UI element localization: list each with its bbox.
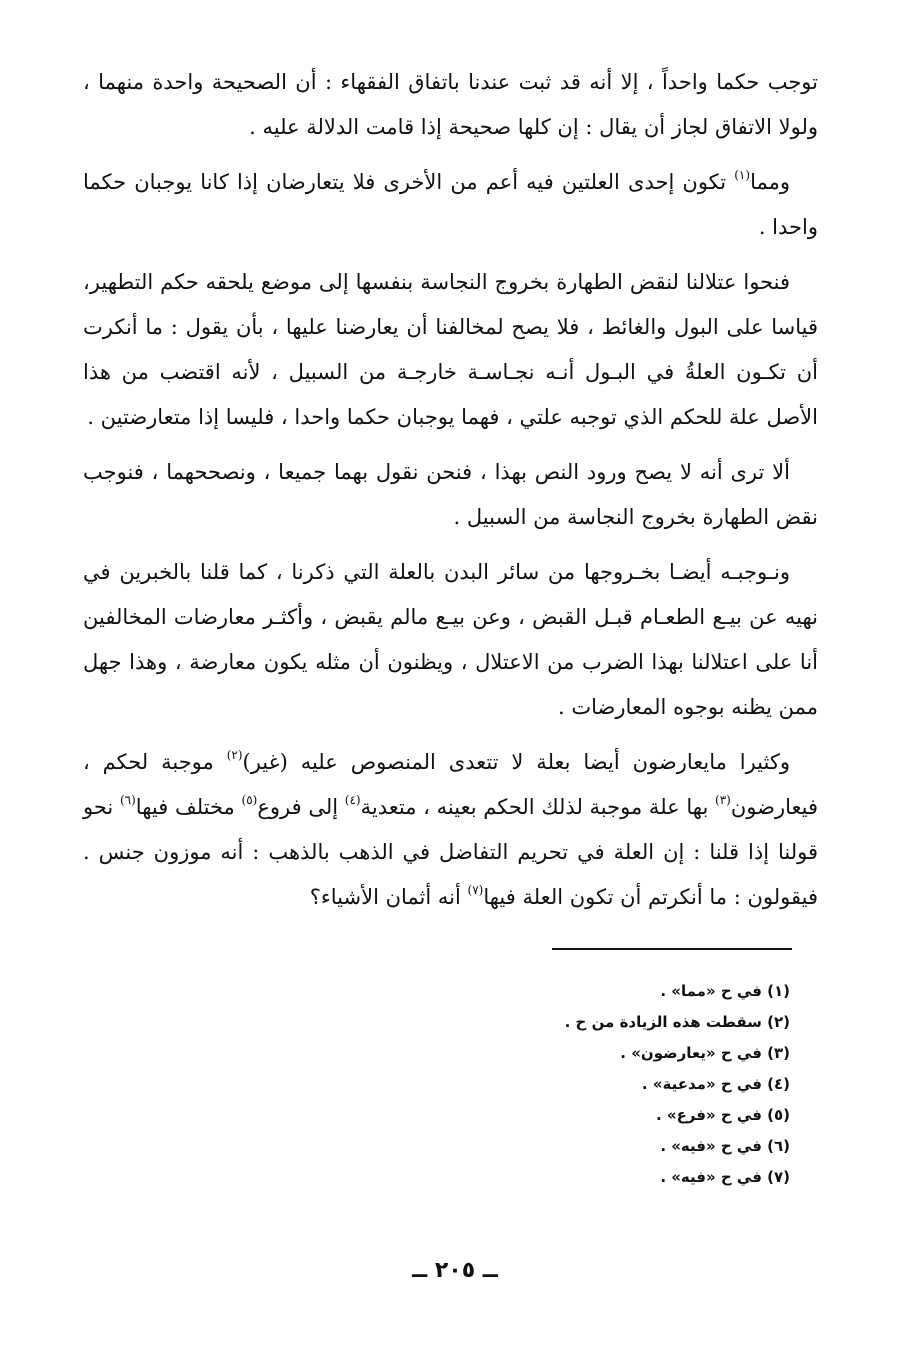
paragraph [83, 160, 818, 250]
paragraph-text: وكثيرا مايعارضون أيضا بعلة لا تتعدى المنصوص عليه (غير) [242, 750, 790, 774]
paragraph [83, 450, 818, 540]
paragraph [83, 740, 818, 920]
paragraph-text: بها علة موجبة لذلك الحكم بعينه ، متعدية [360, 795, 716, 819]
footnote-item: (٧) في ح «فيه» . [660, 1168, 790, 1186]
paragraph-text: موجبة لحكم ، فيعارضون [83, 750, 818, 819]
footnote-item: (٣) في ح «يعارضون» . [620, 1044, 790, 1062]
main-text [83, 60, 818, 920]
footnote-reference: (٥) [241, 793, 258, 807]
footnote-reference: (٦) [119, 793, 136, 807]
paragraph-text: أنه أثمان الأشياء؟ [309, 885, 468, 909]
paragraph-text: ألا ترى أنه لا يصح ورود النص بهذا ، فنحن نقول بهما جميعا ، ونصححهما ، فنوجب نقض الطهارة بخروج النجاسة من السبيل . [83, 460, 818, 529]
footnote-divider [552, 948, 792, 950]
footnote-reference: (٧) [467, 883, 484, 897]
footnote-item: (١) في ح «مما» . [660, 982, 790, 1000]
paragraph-text: فنحوا عتلالنا لنقض الطهارة بخروج النجاسة بنفسها إلى موضع يلحقه حكم التطهير، قياسا على البول والغائط ، فلا يصح لمخالفنا أن يعارضنا عليها ، بأن يقول : ما أنكرت أن تكـون العلةُ في البـول أنـه نجـاسـة خارجـة من السبيل ، لأنه اقتضب من هذا الأصل علة للحكم الذي توجبه علتي ، فهما يوجبان حكما واحدا ، فليسا إذا متعارضتين . [83, 270, 818, 429]
footnote-reference: (٤) [344, 793, 361, 807]
paragraph-text: مختلف فيها [135, 795, 242, 819]
footnote-item: (٦) في ح «فيه» . [660, 1137, 790, 1155]
paragraph [83, 550, 818, 730]
paragraph [83, 260, 818, 440]
paragraph-text: تكون إحدى العلتين فيه أعم من الأخرى فلا يتعارضان إذا كانا يوجبان حكما واحدا . [83, 170, 818, 239]
footnotes-list [270, 976, 790, 1193]
footnote-reference: (١) [734, 168, 751, 182]
paragraph-text: إلى فروع [257, 795, 345, 819]
page-number: ــ ٢٠٥ ــ [412, 1258, 498, 1283]
footnote-reference: (٢) [226, 748, 243, 762]
footnote-item: (٢) سقطت هذه الزيادة من ح . [564, 1013, 790, 1031]
paragraph-text: ونـوجبـه أيضـا بخـروجها من سائر البدن بالعلة التي ذكرنا ، كما قلنا بالخبرين في نهيه عن بيـع الطعـام قبـل القبض ، وعن بيـع مالم يقبض ، وأكثـر معارضات المخالفين أنا على اعتلالنا بهذا الضرب من الاعتلال ، ويظنون أن مثله يكون معارضة ، وهذا جهل ممن يظنه بوجوه المعارضات . [83, 560, 818, 719]
paragraph-text: توجب حكما واحداً ، إلا أنه قد ثبت عندنا باتفاق الفقهاء : أن الصحيحة واحدة منهما ، ولولا الاتفاق لجاز أن يقال : إن كلها صحيحة إذا قامت الدلالة عليه . [83, 70, 818, 139]
paragraph-text: نحو قولنا إذا قلنا : إن العلة في تحريم التفاضل في الذهب بالذهب : أنه موزون جنس . فيقولون : ما أنكرتم أن تكون العلة فيها [83, 795, 818, 909]
page-body [83, 60, 818, 930]
paragraph [83, 60, 818, 150]
paragraph-text: ومما [750, 170, 790, 194]
footnote-item: (٤) في ح «مدعية» . [641, 1075, 790, 1093]
footnote-item: (٥) في ح «فرع» . [655, 1106, 790, 1124]
footnote-reference: (٣) [715, 793, 731, 807]
